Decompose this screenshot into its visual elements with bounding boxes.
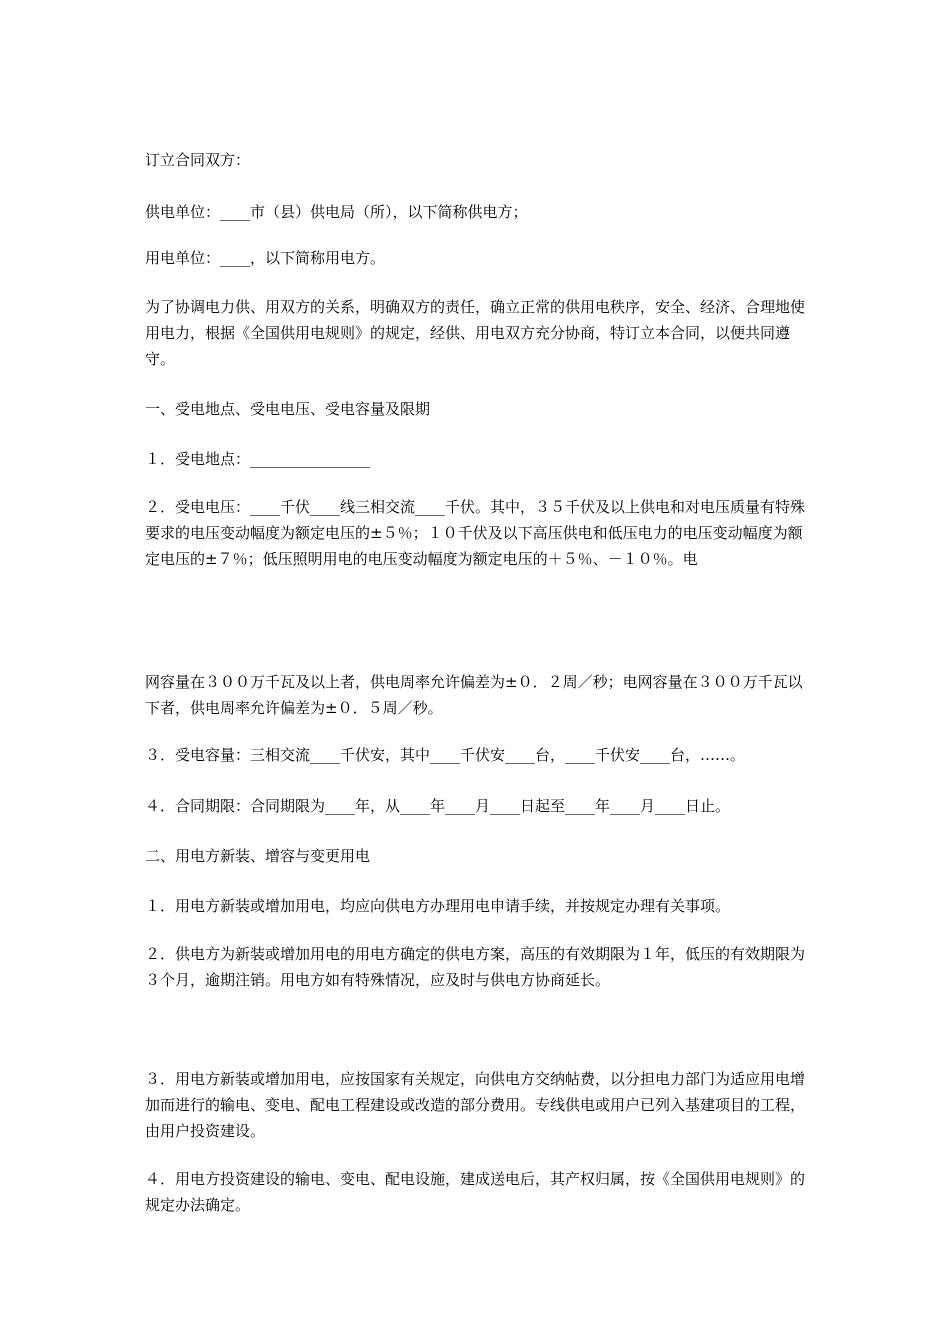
clause-2-2: ２．供电方为新装或增加用电的用电方确定的供电方案，高压的有效期限为１年，低压的有效期限为３个月，逾期注销。用电方如有特殊情况，应及时与供电方协商延长。 [145,945,806,989]
clause-1-2: ２．受电电压：____千伏____线三相交流____千伏。其中，３５千伏及以上供电和对电压质量有特殊要求的电压变动幅度为额定电压的±５％；１０千伏及以下高压供电和低压电力的电压变动幅度为额定电压的±７％；低压照明用电的电压变动幅度为额定电压的＋５％、－１０％。电 [145,498,806,568]
clause-2-1: １．用电方新装或增加用电，均应向供电方办理用电申请手续，并按规定办理有关事项。 [145,897,731,915]
section-1-heading: 一、受电地点、受电电压、受电容量及限期 [145,400,431,418]
contract-parties-heading: 订立合同双方： [145,151,251,169]
supplier-line: 供电单位：____市（县）供电局（所），以下简称供电方； [145,203,528,221]
clause-2-3: ３．用电方新装或增加用电，应按国家有关规定，向供电方交纳帖费，以分担电力部门为适应用电增加而进行的输电、变电、配电工程建设或改造的部分费用。专线供电或用户已列入基建项目的工程，由用户投资建设。 [145,1070,806,1140]
clause-1-3: ３．受电容量：三相交流____千伏安，其中____千伏安____台，____千伏安____台，……。 [145,746,746,764]
consumer-line: 用电单位：____，以下简称用电方。 [145,249,386,267]
section-2-heading: 二、用电方新装、增容与变更用电 [145,847,371,865]
clause-1-1: １．受电地点：________________ [145,450,371,468]
clause-1-4: ４．合同期限：合同期限为____年，从____年____月____日起至____年____月____日止。 [145,797,731,815]
clause-1-2-continued: 网容量在３００万千瓦及以上者，供电周率允许偏差为±０．２周／秒；电网容量在３００万千瓦以下者，供电周率允许偏差为±０．５周／秒。 [145,673,803,717]
preamble-paragraph: 为了协调电力供、用双方的关系，明确双方的责任，确立正常的供用电秩序，安全、经济、合理地使用电力，根据《全国供用电规则》的规定，经供、用电双方充分协商，特订立本合同，以便共同遵守。 [145,298,806,368]
clause-2-4: ４．用电方投资建设的输电、变电、配电设施，建成送电后，其产权归属，按《全国供用电规则》的规定办法确定。 [145,1170,806,1214]
